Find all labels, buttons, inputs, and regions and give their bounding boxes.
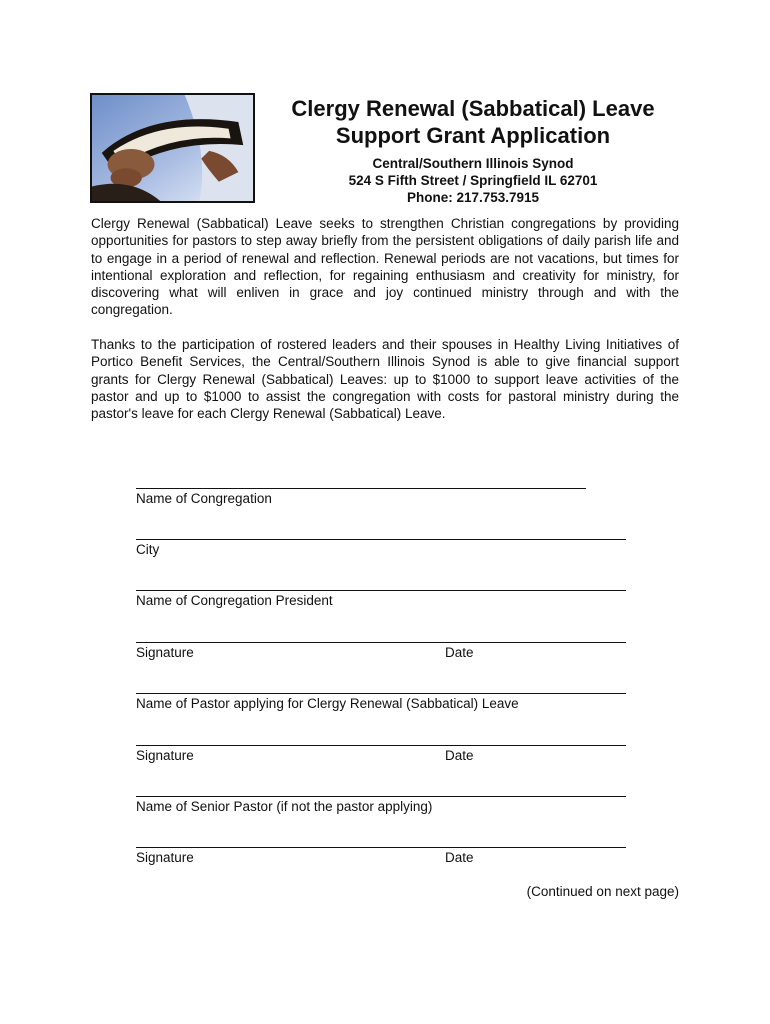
document-header xyxy=(270,95,676,206)
city-field[interactable] xyxy=(136,539,626,560)
pastor-signature-field[interactable] xyxy=(136,745,626,766)
synod-address: 524 S Fifth Street / Springfield IL 62701 xyxy=(348,173,598,188)
senior-pastor-name-label: Name of Senior Pastor (if not the pastor applying) xyxy=(136,799,433,814)
signature-label: Signature xyxy=(136,748,194,763)
date-label: Date xyxy=(445,748,474,763)
congregation-name-field[interactable] xyxy=(136,488,586,509)
synod-phone: Phone: 217.753.7915 xyxy=(406,190,540,205)
senior-pastor-name-field[interactable] xyxy=(136,796,626,817)
pastor-name-field[interactable] xyxy=(136,693,626,714)
congregation-name-label: Name of Congregation xyxy=(136,491,272,506)
title-line-1: Clergy Renewal (Sabbatical) Leave xyxy=(291,96,655,121)
president-name-label: Name of Congregation President xyxy=(136,593,333,608)
date-label: Date xyxy=(445,850,474,865)
president-signature-field[interactable] xyxy=(136,642,626,663)
grant-paragraph: Thanks to the participation of rostered leaders and their spouses in Healthy Living Initiatives of Portico Benefit Services, the Central/Southern Illinois Synod is able to give financial support grants for Clergy Renewal (Sabbatical) Leaves: up to $1000 to support leave activities of the pastor and up to $1000 to assist the congregation with costs for pastoral ministry during the pastor's leave for each Clergy Renewal (Sabbatical) Leave. xyxy=(91,337,679,422)
date-label: Date xyxy=(445,645,474,660)
senior-pastor-signature-field[interactable] xyxy=(136,847,626,868)
signature-label: Signature xyxy=(136,645,194,660)
synod-name: Central/Southern Illinois Synod xyxy=(372,156,574,171)
city-label: City xyxy=(136,542,160,557)
intro-paragraph: Clergy Renewal (Sabbatical) Leave seeks to strengthen Christian congregations by providing opportunities for pastors to step away briefly from the persistent obligations of daily parish life and to engage in a period of renewal and reflection. Renewal periods are not vacations, but times for intentional exploration and reflection, for regaining enthusiasm and creativity for ministry, for discovering what will enliven in grace and joy continued ministry through and with the congregation. xyxy=(91,216,679,318)
signature-label: Signature xyxy=(136,850,194,865)
header-photo-bible-reading xyxy=(90,93,255,203)
president-name-field[interactable] xyxy=(136,590,626,611)
title-line-2: Support Grant Application xyxy=(335,123,611,148)
pastor-name-label: Name of Pastor applying for Clergy Renewal (Sabbatical) Leave xyxy=(136,696,519,711)
continued-note: (Continued on next page) xyxy=(526,884,679,899)
